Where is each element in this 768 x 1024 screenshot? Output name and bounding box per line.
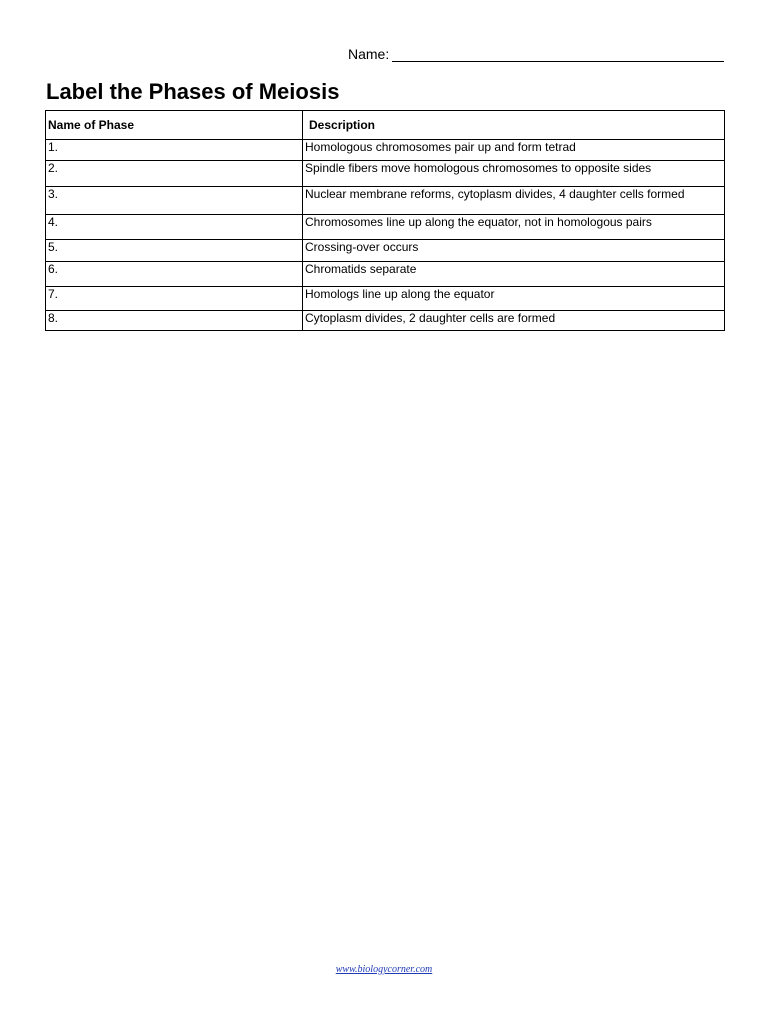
table-row xyxy=(46,215,725,240)
table-row xyxy=(46,187,725,215)
phase-name-cell[interactable]: 7. xyxy=(46,287,303,311)
footer-website-link[interactable]: www.biologycorner.com xyxy=(335,964,433,975)
name-field[interactable] xyxy=(348,44,724,64)
phase-name-cell[interactable]: 6. xyxy=(46,262,303,287)
table-row xyxy=(46,287,725,311)
column-header-name-of-phase: Name of Phase xyxy=(46,111,303,140)
phase-name-cell[interactable]: 5. xyxy=(46,240,303,262)
table-row xyxy=(46,311,725,331)
phase-name-cell[interactable]: 3. xyxy=(46,187,303,215)
name-underline[interactable] xyxy=(392,61,724,62)
phase-name-cell[interactable]: 1. xyxy=(46,140,303,161)
description-cell: Spindle fibers move homologous chromosomes to opposite sides xyxy=(303,161,725,187)
phases-table xyxy=(45,110,725,331)
table-row xyxy=(46,140,725,161)
phase-name-cell[interactable]: 8. xyxy=(46,311,303,331)
page-title: Label the Phases of Meiosis xyxy=(46,79,340,104)
description-cell: Homologs line up along the equator xyxy=(303,287,725,311)
description-cell: Chromosomes line up along the equator, not in homologous pairs xyxy=(303,215,725,240)
column-header-description: Description xyxy=(303,111,725,140)
table-row xyxy=(46,240,725,262)
description-cell: Nuclear membrane reforms, cytoplasm divides, 4 daughter cells formed xyxy=(303,187,725,215)
phase-name-cell[interactable]: 2. xyxy=(46,161,303,187)
phase-name-cell[interactable]: 4. xyxy=(46,215,303,240)
table-row xyxy=(46,161,725,187)
description-cell: Cytoplasm divides, 2 daughter cells are formed xyxy=(303,311,725,331)
description-cell: Chromatids separate xyxy=(303,262,725,287)
table-row xyxy=(46,262,725,287)
description-cell: Homologous chromosomes pair up and form tetrad xyxy=(303,140,725,161)
table-header-row xyxy=(46,111,725,140)
name-label: Name: xyxy=(348,46,390,62)
description-cell: Crossing-over occurs xyxy=(303,240,725,262)
